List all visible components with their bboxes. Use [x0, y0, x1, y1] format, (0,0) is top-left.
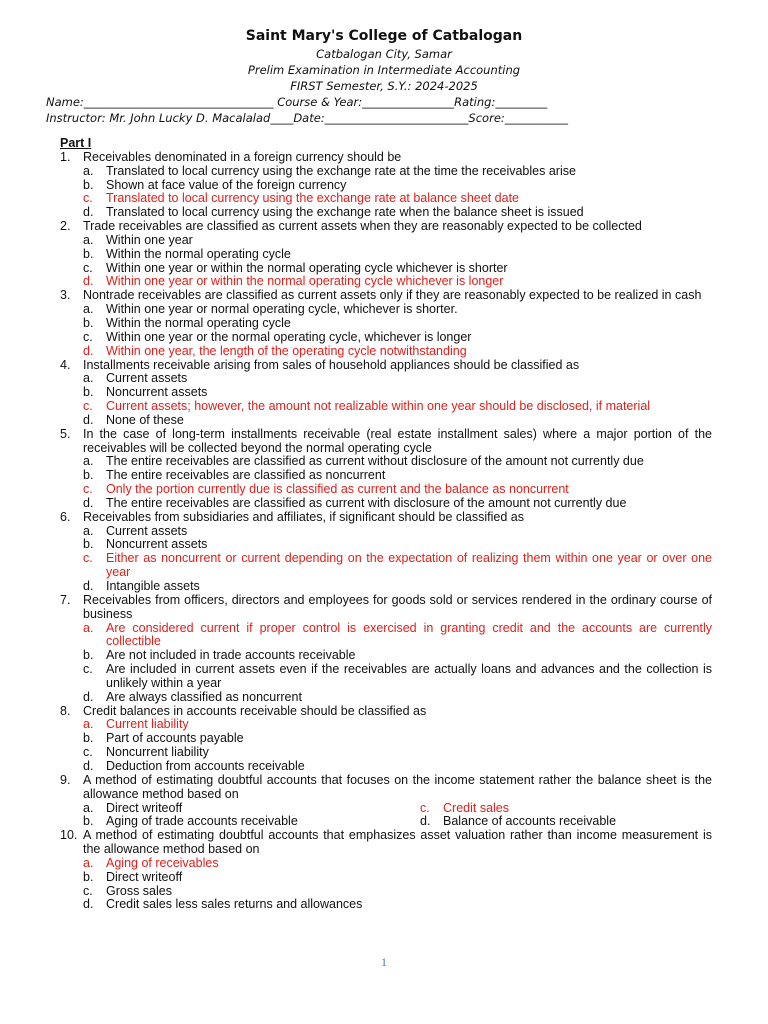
option-letter: c. [420, 800, 430, 815]
question-9-options [83, 802, 712, 830]
semester-line: FIRST Semester, S.Y.: 2024-2025 [290, 79, 478, 93]
option-d-answer [83, 345, 712, 359]
question-3 [60, 289, 712, 303]
option-c [83, 663, 712, 691]
question-number: 1. [60, 149, 71, 164]
question-number: 8. [60, 703, 71, 718]
question-10 [60, 829, 712, 857]
option-text: Within one year, the length of the operating cycle notwithstanding [106, 343, 467, 358]
option-letter: a. [83, 371, 94, 386]
option-b [83, 179, 712, 193]
question-5 [60, 428, 712, 456]
option-a [83, 165, 712, 179]
option-letter: a. [83, 717, 94, 732]
question-10-options [83, 857, 712, 912]
option-text: Current assets [106, 523, 188, 538]
option-text: Within one year or within the normal operating cycle whichever is shorter [106, 260, 508, 275]
option-a-answer [83, 857, 712, 871]
question-number: 2. [60, 219, 71, 234]
option-letter: b. [83, 731, 94, 746]
option-a-answer [83, 718, 712, 732]
option-text: Current liability [106, 717, 189, 732]
option-text: Intangible assets [106, 579, 200, 593]
options-right-column [420, 802, 757, 830]
question-2-options [83, 234, 712, 289]
option-text: Are considered current if proper control is exercised in granting credit and the accounts are currently collectible [106, 620, 712, 649]
option-d-answer [83, 275, 712, 289]
option-c [83, 885, 712, 899]
exam-header [0, 26, 768, 94]
option-text: Within the normal operating cycle [106, 315, 291, 330]
option-c [83, 746, 712, 760]
option-letter: c. [83, 260, 93, 275]
option-b [83, 815, 420, 829]
option-letter: d. [83, 495, 94, 510]
question-text: Nontrade receivables are classified as current assets only if they are reasonably expected to be realized in cash [83, 288, 702, 303]
option-text: Translated to local currency using the exchange rate at the time the receivables arise [106, 163, 576, 178]
option-d [83, 691, 712, 705]
option-letter: a. [83, 523, 94, 538]
question-4 [60, 359, 712, 373]
question-1 [60, 151, 712, 165]
option-c-answer [83, 400, 712, 414]
option-letter: d. [83, 579, 94, 593]
question-text: Credit balances in accounts receivable should be classified as [83, 703, 427, 718]
option-d [83, 414, 712, 428]
option-letter: b. [83, 869, 94, 884]
option-letter: c. [83, 745, 93, 760]
instructor-info-line: Instructor: Mr. John Lucky D. Macalalad____Date:_________________________Score:___________ [46, 111, 569, 125]
option-text: Either as noncurrent or current depending on the expectation of realizing them within one year or over one year [106, 551, 712, 580]
option-letter: c. [83, 551, 93, 566]
option-text: Deduction from accounts receivable [106, 758, 305, 773]
option-c [83, 262, 712, 276]
option-d [420, 815, 757, 829]
option-text: Only the portion currently due is classified as current and the balance as noncurrent [106, 482, 569, 497]
option-a [83, 455, 712, 469]
option-a [83, 525, 712, 539]
option-text: Direct writeoff [106, 800, 183, 815]
option-a-answer [83, 622, 712, 650]
option-letter: b. [83, 177, 94, 192]
option-letter: b. [83, 315, 94, 330]
option-text: The entire receivables are classified as current with disclosure of the amount not currently due [106, 495, 627, 510]
option-letter: c. [83, 399, 93, 414]
option-text: The entire receivables are classified as current without disclosure of the amount not currently due [106, 454, 644, 469]
option-b [83, 538, 712, 552]
option-b [83, 469, 712, 483]
options-left-column [83, 802, 420, 830]
option-text: Gross sales [106, 883, 172, 898]
option-text: Are not included in trade accounts receivable [106, 648, 356, 663]
question-number: 10. [60, 828, 78, 843]
question-6-options [83, 525, 712, 594]
option-text: Within one year or the normal operating cycle, whichever is longer [106, 329, 472, 344]
question-5-options [83, 455, 712, 510]
option-a [83, 303, 712, 317]
option-b [83, 871, 712, 885]
option-letter: b. [83, 537, 94, 552]
option-letter: a. [83, 232, 94, 247]
option-letter: d. [83, 897, 94, 912]
option-d [83, 497, 712, 511]
option-text: Part of accounts payable [106, 731, 244, 746]
option-letter: b. [83, 468, 94, 483]
question-7 [60, 594, 712, 622]
option-letter: d. [83, 758, 94, 773]
option-letter: b. [83, 246, 94, 261]
option-letter: b. [83, 814, 94, 829]
option-letter: a. [83, 163, 94, 178]
question-4-options [83, 372, 712, 427]
question-number: 5. [60, 426, 71, 441]
option-text: Shown at face value of the foreign currency [106, 177, 347, 192]
option-letter: d. [83, 205, 94, 220]
option-c [83, 331, 712, 345]
question-text: In the case of long-term installments receivable (real estate installment sales) where a major portion of the receivables will be collected beyond the normal operating cycle [83, 426, 712, 455]
option-letter: d. [83, 274, 94, 289]
question-number: 7. [60, 592, 71, 607]
option-text: Aging of receivables [106, 855, 219, 870]
option-letter: c. [83, 329, 93, 344]
option-text: Within one year [106, 232, 193, 247]
option-text: Noncurrent assets [106, 537, 208, 552]
option-letter: a. [83, 302, 94, 317]
part-label: Part I [60, 136, 92, 150]
question-8-options [83, 718, 712, 773]
option-text: Are included in current assets even if the receivables are actually loans and advances and the collection is unlikely within a year [106, 662, 712, 690]
option-a [83, 372, 712, 386]
question-7-options [83, 622, 712, 705]
question-text: A method of estimating doubtful accounts that focuses on the income statement rather the balance sheet is the allowance method based on [83, 772, 712, 801]
question-text: Installments receivable arising from sales of household appliances should be classified as [83, 357, 580, 372]
option-c-answer [83, 483, 712, 497]
page-number: 1 [381, 955, 387, 969]
question-1-options [83, 165, 712, 220]
option-a [83, 802, 420, 816]
option-text: Translated to local currency using the exchange rate when the balance sheet is issued [106, 205, 584, 220]
option-letter: a. [83, 620, 94, 635]
option-text: Noncurrent assets [106, 385, 208, 400]
option-c-answer [83, 192, 712, 206]
option-letter: d. [83, 343, 94, 358]
option-text: None of these [106, 412, 184, 427]
question-text: Trade receivables are classified as current assets when they are reasonably expected to be collected [83, 219, 642, 234]
option-text: Direct writeoff [106, 869, 183, 884]
option-b [83, 248, 712, 262]
option-text: Within one year or normal operating cycle, whichever is shorter. [106, 302, 458, 317]
option-text: The entire receivables are classified as noncurrent [106, 468, 386, 483]
exam-title: Prelim Examination in Intermediate Accounting [247, 63, 521, 77]
option-letter: c. [83, 191, 93, 206]
question-text: A method of estimating doubtful accounts that emphasizes asset valuation rather than income measurement is the allowance method based on [83, 828, 712, 857]
question-number: 9. [60, 772, 71, 787]
option-text: Current assets; however, the amount not realizable within one year should be disclosed, if material [106, 399, 651, 414]
option-d [83, 580, 712, 594]
question-number: 3. [60, 288, 71, 303]
option-text: Credit sales [443, 800, 509, 815]
question-9 [60, 774, 712, 802]
question-text: Receivables from subsidiaries and affiliates, if significant should be classified as [83, 509, 524, 524]
option-letter: d. [83, 412, 94, 427]
option-text: Credit sales less sales returns and allowances [106, 897, 363, 912]
option-letter: c. [83, 662, 93, 677]
option-letter: d. [83, 689, 94, 704]
option-letter: d. [420, 814, 431, 829]
option-text: Aging of trade accounts receivable [106, 814, 298, 829]
option-text: Translated to local currency using the exchange rate at balance sheet date [106, 191, 519, 206]
option-text: Within one year or within the normal operating cycle whichever is longer [106, 274, 504, 289]
option-letter: b. [83, 648, 94, 663]
option-letter: a. [83, 855, 94, 870]
exam-body [60, 137, 712, 912]
option-a [83, 234, 712, 248]
question-text: Receivables from officers, directors and employees for goods sold or services rendered in the ordinary course of business [83, 592, 712, 621]
question-3-options [83, 303, 712, 358]
option-letter: a. [83, 454, 94, 469]
option-d [83, 760, 712, 774]
question-number: 4. [60, 357, 71, 372]
question-2 [60, 220, 712, 234]
option-b [83, 732, 712, 746]
option-letter: b. [83, 385, 94, 400]
option-letter: a. [83, 800, 94, 815]
question-8 [60, 705, 712, 719]
school-location: Catbalogan City, Samar [316, 47, 452, 61]
option-c-answer [420, 802, 757, 816]
option-text: Are always classified as noncurrent [106, 689, 302, 704]
option-text: Balance of accounts receivable [443, 814, 617, 829]
school-name: Saint Mary's College of Catbalogan [245, 28, 523, 44]
option-text: Within the normal operating cycle [106, 246, 291, 261]
option-d [83, 898, 712, 912]
option-letter: c. [83, 883, 93, 898]
question-text: Receivables denominated in a foreign currency should be [83, 149, 402, 164]
option-b [83, 317, 712, 331]
option-b [83, 386, 712, 400]
option-b [83, 649, 712, 663]
question-number: 6. [60, 509, 71, 524]
question-6 [60, 511, 712, 525]
option-text: Noncurrent liability [106, 745, 209, 760]
student-info-line: Name:_________________________________ Course & Year:________________Rating:_________ [46, 95, 548, 109]
option-c-answer [83, 552, 712, 580]
option-letter: c. [83, 482, 93, 497]
option-d [83, 206, 712, 220]
option-text: Current assets [106, 371, 188, 386]
